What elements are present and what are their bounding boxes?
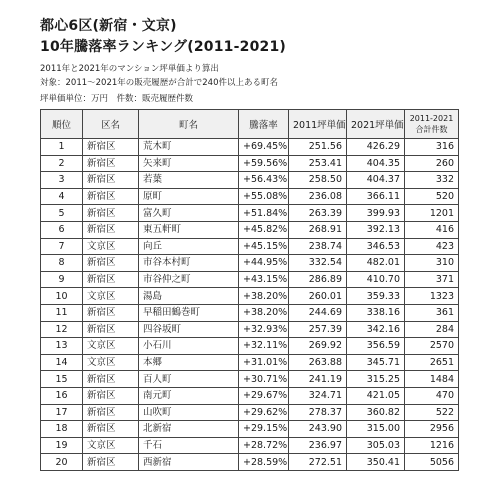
cell-price-2011: 257.39 xyxy=(289,321,347,338)
cell-change: +59.56% xyxy=(239,155,289,172)
cell-count: 1201 xyxy=(405,205,459,222)
cell-rank: 18 xyxy=(41,421,83,438)
cell-rank: 20 xyxy=(41,454,83,471)
cell-price-2021: 360.82 xyxy=(347,404,405,421)
table-row xyxy=(41,371,459,388)
cell-price-2021: 315.25 xyxy=(347,371,405,388)
cell-price-2011: 278.37 xyxy=(289,404,347,421)
cell-count: 470 xyxy=(405,387,459,404)
cell-rank: 16 xyxy=(41,387,83,404)
cell-price-2011: 269.92 xyxy=(289,338,347,355)
table-row xyxy=(41,304,459,321)
table-row xyxy=(41,139,459,156)
col-header-rank: 順位 xyxy=(41,110,83,139)
cell-change: +29.67% xyxy=(239,387,289,404)
col-header-count xyxy=(405,110,459,139)
cell-change: +55.08% xyxy=(239,188,289,205)
cell-change: +32.93% xyxy=(239,321,289,338)
col-header-ward: 区名 xyxy=(83,110,139,139)
cell-town: 市谷仲之町 xyxy=(139,271,239,288)
table-header-row xyxy=(41,110,459,139)
cell-price-2011: 332.54 xyxy=(289,255,347,272)
cell-ward: 文京区 xyxy=(83,288,139,305)
cell-ward: 新宿区 xyxy=(83,321,139,338)
cell-price-2021: 421.05 xyxy=(347,387,405,404)
cell-town: 本郷 xyxy=(139,354,239,371)
cell-price-2021: 482.01 xyxy=(347,255,405,272)
cell-ward: 文京区 xyxy=(83,338,139,355)
cell-rank: 6 xyxy=(41,221,83,238)
cell-count: 361 xyxy=(405,304,459,321)
cell-count: 423 xyxy=(405,238,459,255)
cell-count: 1484 xyxy=(405,371,459,388)
cell-rank: 14 xyxy=(41,354,83,371)
cell-town: 若葉 xyxy=(139,172,239,189)
cell-change: +28.59% xyxy=(239,454,289,471)
table-body xyxy=(41,139,459,471)
cell-town: 荒木町 xyxy=(139,139,239,156)
cell-price-2011: 263.39 xyxy=(289,205,347,222)
cell-town: 山吹町 xyxy=(139,404,239,421)
cell-count: 2651 xyxy=(405,354,459,371)
table-row xyxy=(41,321,459,338)
cell-town: 早稲田鶴巻町 xyxy=(139,304,239,321)
cell-change: +28.72% xyxy=(239,437,289,454)
cell-rank: 13 xyxy=(41,338,83,355)
cell-ward: 新宿区 xyxy=(83,205,139,222)
cell-rank: 19 xyxy=(41,437,83,454)
cell-rank: 12 xyxy=(41,321,83,338)
col-header-change: 騰落率 xyxy=(239,110,289,139)
cell-price-2021: 356.59 xyxy=(347,338,405,355)
cell-rank: 7 xyxy=(41,238,83,255)
table-row xyxy=(41,354,459,371)
cell-ward: 新宿区 xyxy=(83,172,139,189)
cell-town: 原町 xyxy=(139,188,239,205)
cell-rank: 2 xyxy=(41,155,83,172)
cell-rank: 17 xyxy=(41,404,83,421)
cell-price-2021: 392.13 xyxy=(347,221,405,238)
cell-price-2021: 404.35 xyxy=(347,155,405,172)
cell-price-2021: 410.70 xyxy=(347,271,405,288)
table-row xyxy=(41,255,459,272)
cell-price-2011: 243.90 xyxy=(289,421,347,438)
cell-price-2011: 238.74 xyxy=(289,238,347,255)
cell-town: 千石 xyxy=(139,437,239,454)
cell-change: +31.01% xyxy=(239,354,289,371)
col-header-count-label: 合計件数 xyxy=(415,125,448,134)
cell-rank: 1 xyxy=(41,139,83,156)
cell-change: +45.15% xyxy=(239,238,289,255)
cell-change: +51.84% xyxy=(239,205,289,222)
table-row xyxy=(41,221,459,238)
cell-town: 小石川 xyxy=(139,338,239,355)
cell-town: 西新宿 xyxy=(139,454,239,471)
cell-price-2011: 263.88 xyxy=(289,354,347,371)
cell-ward: 新宿区 xyxy=(83,139,139,156)
col-header-count-period: 2011-2021 xyxy=(409,114,454,123)
cell-count: 2570 xyxy=(405,338,459,355)
table-row xyxy=(41,172,459,189)
cell-change: +29.62% xyxy=(239,404,289,421)
cell-count: 332 xyxy=(405,172,459,189)
cell-ward: 新宿区 xyxy=(83,454,139,471)
page-subtitle: 10年騰落率ランキング(2011-2021) xyxy=(40,39,286,55)
col-header-town: 町名 xyxy=(139,110,239,139)
cell-town: 湯島 xyxy=(139,288,239,305)
cell-count: 310 xyxy=(405,255,459,272)
cell-rank: 10 xyxy=(41,288,83,305)
cell-ward: 新宿区 xyxy=(83,387,139,404)
cell-price-2021: 350.41 xyxy=(347,454,405,471)
cell-ward: 文京区 xyxy=(83,437,139,454)
cell-change: +29.15% xyxy=(239,421,289,438)
cell-price-2011: 251.56 xyxy=(289,139,347,156)
cell-town: 南元町 xyxy=(139,387,239,404)
cell-change: +38.20% xyxy=(239,304,289,321)
cell-price-2021: 366.11 xyxy=(347,188,405,205)
cell-count: 316 xyxy=(405,139,459,156)
cell-ward: 文京区 xyxy=(83,238,139,255)
unit-note: 坪単価単位：万円 件数：販売履歴件数 xyxy=(40,94,194,104)
table-row xyxy=(41,454,459,471)
cell-rank: 15 xyxy=(41,371,83,388)
col-header-price-2021: 2021坪単価 xyxy=(347,110,405,139)
cell-count: 1216 xyxy=(405,437,459,454)
cell-count: 520 xyxy=(405,188,459,205)
cell-price-2011: 258.50 xyxy=(289,172,347,189)
target-note: 対象：2011〜2021年の販売履歴が合計で240件以上ある町名 xyxy=(40,78,278,88)
cell-change: +56.43% xyxy=(239,172,289,189)
cell-ward: 新宿区 xyxy=(83,421,139,438)
table-row xyxy=(41,205,459,222)
cell-price-2021: 399.93 xyxy=(347,205,405,222)
cell-ward: 新宿区 xyxy=(83,371,139,388)
cell-price-2021: 426.29 xyxy=(347,139,405,156)
cell-price-2011: 253.41 xyxy=(289,155,347,172)
cell-count: 2956 xyxy=(405,421,459,438)
cell-change: +44.95% xyxy=(239,255,289,272)
cell-price-2021: 359.33 xyxy=(347,288,405,305)
cell-price-2021: 404.37 xyxy=(347,172,405,189)
cell-ward: 新宿区 xyxy=(83,155,139,172)
cell-price-2011: 236.97 xyxy=(289,437,347,454)
cell-ward: 新宿区 xyxy=(83,255,139,272)
table-row xyxy=(41,238,459,255)
cell-count: 284 xyxy=(405,321,459,338)
cell-town: 東五軒町 xyxy=(139,221,239,238)
cell-town: 市谷本村町 xyxy=(139,255,239,272)
cell-price-2011: 260.01 xyxy=(289,288,347,305)
cell-price-2021: 305.03 xyxy=(347,437,405,454)
table-row xyxy=(41,404,459,421)
page-title: 都心6区(新宿・文京) xyxy=(40,18,177,34)
cell-price-2011: 244.69 xyxy=(289,304,347,321)
cell-price-2011: 286.89 xyxy=(289,271,347,288)
cell-change: +69.45% xyxy=(239,139,289,156)
table-row xyxy=(41,288,459,305)
cell-price-2021: 338.16 xyxy=(347,304,405,321)
ranking-table xyxy=(40,109,459,471)
col-header-price-2011: 2011坪単価 xyxy=(289,110,347,139)
table-row xyxy=(41,155,459,172)
cell-ward: 新宿区 xyxy=(83,271,139,288)
cell-ward: 新宿区 xyxy=(83,404,139,421)
cell-rank: 9 xyxy=(41,271,83,288)
table-row xyxy=(41,338,459,355)
table-row xyxy=(41,421,459,438)
cell-change: +45.82% xyxy=(239,221,289,238)
cell-count: 1323 xyxy=(405,288,459,305)
cell-ward: 文京区 xyxy=(83,354,139,371)
cell-change: +38.20% xyxy=(239,288,289,305)
cell-change: +30.71% xyxy=(239,371,289,388)
cell-price-2011: 236.08 xyxy=(289,188,347,205)
table-row xyxy=(41,188,459,205)
cell-price-2011: 268.91 xyxy=(289,221,347,238)
table-row xyxy=(41,271,459,288)
cell-town: 北新宿 xyxy=(139,421,239,438)
cell-price-2011: 324.71 xyxy=(289,387,347,404)
cell-price-2021: 345.71 xyxy=(347,354,405,371)
cell-price-2011: 241.19 xyxy=(289,371,347,388)
table-row xyxy=(41,387,459,404)
cell-count: 371 xyxy=(405,271,459,288)
cell-count: 5056 xyxy=(405,454,459,471)
cell-change: +32.11% xyxy=(239,338,289,355)
cell-town: 四谷坂町 xyxy=(139,321,239,338)
cell-rank: 4 xyxy=(41,188,83,205)
cell-rank: 5 xyxy=(41,205,83,222)
cell-ward: 新宿区 xyxy=(83,304,139,321)
calc-note: 2011年と2021年のマンション坪単価より算出 xyxy=(40,64,219,74)
cell-town: 百人町 xyxy=(139,371,239,388)
cell-count: 416 xyxy=(405,221,459,238)
ranking-document xyxy=(40,16,458,471)
cell-town: 向丘 xyxy=(139,238,239,255)
cell-rank: 3 xyxy=(41,172,83,189)
cell-count: 522 xyxy=(405,404,459,421)
cell-town: 矢来町 xyxy=(139,155,239,172)
cell-rank: 8 xyxy=(41,255,83,272)
cell-town: 富久町 xyxy=(139,205,239,222)
cell-price-2021: 315.00 xyxy=(347,421,405,438)
cell-change: +43.15% xyxy=(239,271,289,288)
cell-ward: 新宿区 xyxy=(83,188,139,205)
cell-ward: 新宿区 xyxy=(83,221,139,238)
cell-rank: 11 xyxy=(41,304,83,321)
cell-count: 260 xyxy=(405,155,459,172)
cell-price-2021: 346.53 xyxy=(347,238,405,255)
cell-price-2021: 342.16 xyxy=(347,321,405,338)
cell-price-2011: 272.51 xyxy=(289,454,347,471)
table-row xyxy=(41,437,459,454)
